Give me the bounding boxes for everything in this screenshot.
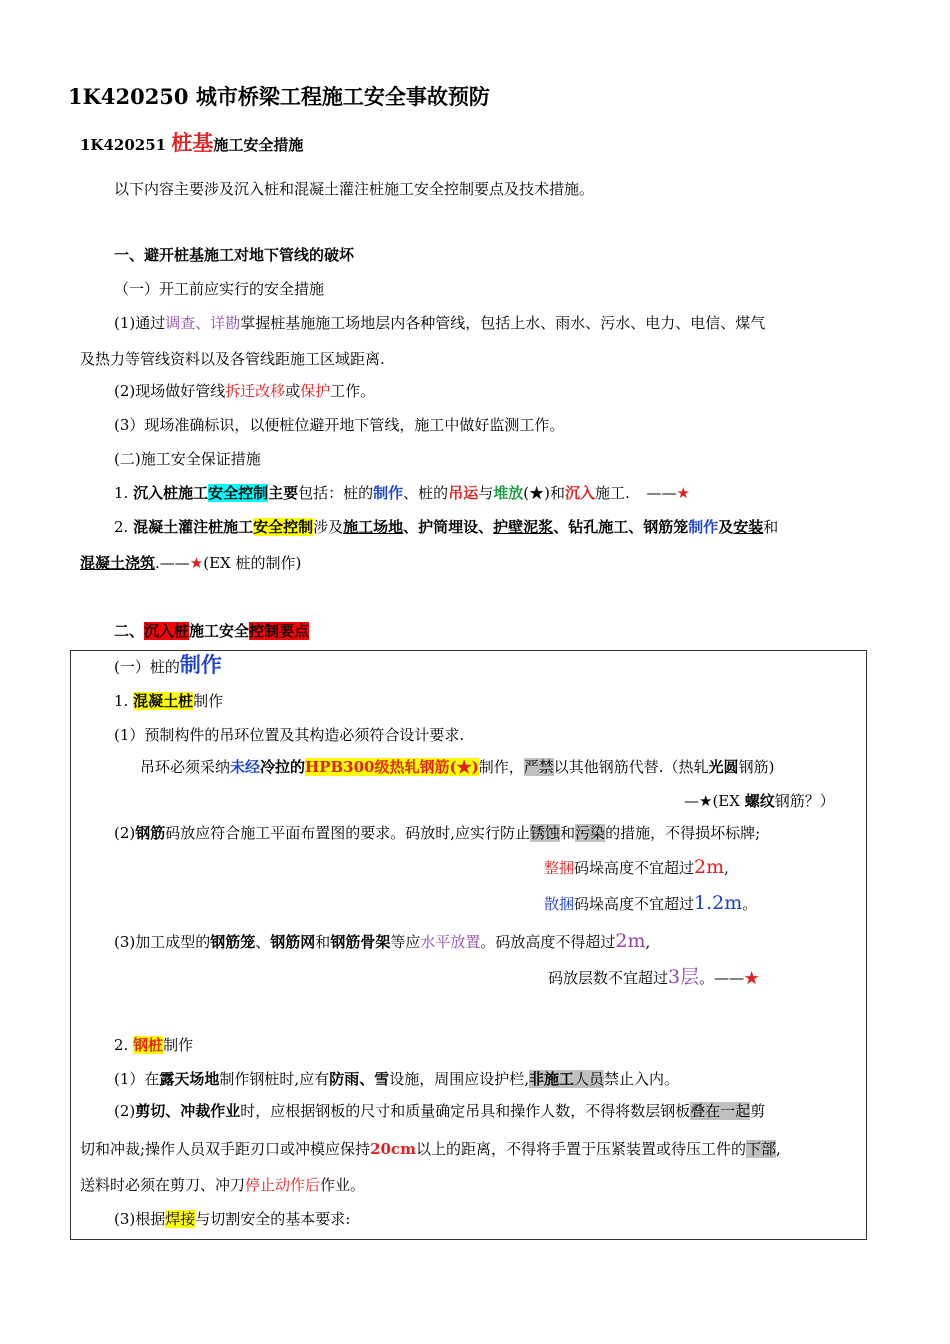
- text-bold: 主要: [268, 484, 299, 502]
- text: 切和冲裁;操作人员双手距刃口或冲模应保持: [80, 1140, 371, 1158]
- text: 和: [763, 518, 779, 536]
- text: (EX 桩的制作): [203, 554, 302, 572]
- text-underline: 护壁泥浆: [493, 518, 554, 536]
- s1-p5-line1: [114, 516, 778, 538]
- text: 等应: [390, 933, 421, 951]
- text-highlight: 保护: [300, 382, 331, 400]
- text: 包括：桩的: [298, 484, 374, 502]
- text-highlight: 严禁: [523, 758, 554, 776]
- text: 工作。: [330, 382, 376, 400]
- text: 码放应符合施工平面布置图的要求。码放时,应实行防止: [165, 824, 531, 842]
- text-highlight: 20cm: [370, 1140, 416, 1158]
- box-q2: [114, 822, 760, 844]
- box-sub1: [114, 654, 222, 678]
- text-bold: 光圆: [708, 758, 739, 776]
- text: 作业。: [320, 1176, 366, 1194]
- text: 送料时必须在剪刀、冲刀: [80, 1176, 246, 1194]
- text: 钢筋？）: [774, 792, 835, 810]
- s1-p2: [114, 380, 375, 402]
- text: (1）在: [114, 1070, 160, 1088]
- text: 制作钢桩时,应有: [219, 1070, 330, 1088]
- text: 禁止入内。: [604, 1070, 680, 1088]
- text: (2)现场做好管线: [114, 382, 226, 400]
- text: (3)加工成型的: [114, 933, 211, 951]
- text-bold: 沉入桩施工: [133, 484, 209, 502]
- text: 或: [285, 382, 301, 400]
- text: 与: [478, 484, 494, 502]
- text-highlight: 非施工: [529, 1070, 575, 1088]
- text: 吊环必须采纳: [140, 758, 231, 776]
- box-r2-line3: [80, 1174, 365, 1196]
- page-title: 1K420250 城市桥梁工程施工安全事故预防: [68, 84, 490, 109]
- text-bold: 剪切、冲裁作业: [135, 1102, 241, 1120]
- s1-p1-line2: 及热力等管线资料以及各管线距施工区域距离.: [80, 350, 385, 368]
- text: ,: [775, 1140, 781, 1158]
- text-highlight: 锈蚀: [530, 824, 561, 842]
- box-item1: [114, 690, 223, 712]
- text: (★)和: [523, 484, 565, 502]
- text-highlight: 制作: [373, 484, 404, 502]
- dash: —: [684, 792, 699, 810]
- text-highlight: 整捆: [544, 859, 575, 877]
- text-highlight: 堆放: [493, 484, 524, 502]
- box-r2-line1: [114, 1100, 765, 1122]
- text: 制作: [193, 692, 224, 710]
- text-highlight: 2m: [615, 930, 646, 952]
- s1-sub2: (二)施工安全保证措施: [114, 450, 261, 468]
- text: 与切割安全的基本要求:: [195, 1210, 351, 1228]
- dash: 。——: [699, 969, 745, 987]
- text: 。码放高度不得超过: [480, 933, 616, 951]
- text-highlight: 沉入: [564, 484, 595, 502]
- text-highlight: (★): [449, 758, 479, 776]
- subtitle-key: 桩基: [171, 130, 214, 155]
- box-r1: [114, 1068, 679, 1090]
- text-bold: 、护筒埋设、: [403, 518, 494, 536]
- text-bold: 及: [718, 518, 734, 536]
- text: 二、: [114, 622, 145, 640]
- item-number: 1.: [114, 692, 129, 710]
- star-icon: ★: [744, 969, 760, 987]
- text-highlight: 钢桩: [133, 1036, 164, 1054]
- text-underline: 混凝土浇筑: [80, 554, 156, 572]
- text: (一）桩的: [114, 658, 180, 676]
- text-highlight: 叠在一起: [690, 1102, 751, 1120]
- text-highlight: 制作: [688, 518, 719, 536]
- star-icon: ★: [189, 554, 204, 572]
- dash: ——: [646, 484, 677, 502]
- text: (EX: [712, 792, 745, 810]
- text: ,: [724, 859, 729, 877]
- s1-p1-line1: [114, 312, 765, 334]
- text-bold: 钢筋笼: [210, 933, 256, 951]
- text: 、: [255, 933, 271, 951]
- item-number: 2.: [114, 518, 129, 536]
- text: 施工.: [594, 484, 630, 502]
- text: 码垛高度不宜超过: [574, 859, 695, 877]
- text: 以上的距离，不得将手置于压紧装置或待压工件的: [415, 1140, 746, 1158]
- text: 制作: [163, 1036, 194, 1054]
- box-q3b: [548, 966, 759, 989]
- text: 施工安全: [189, 622, 250, 640]
- text-highlight: 级: [374, 758, 390, 776]
- text-highlight: HPB300: [305, 758, 375, 776]
- text: 码放层数不宜超过: [548, 969, 669, 987]
- item-number: 2.: [114, 1036, 129, 1054]
- text-highlight: 散捆: [544, 895, 575, 913]
- text: 码垛高度不宜超过: [574, 895, 695, 913]
- box-item2: [114, 1034, 193, 1056]
- star-icon: ★: [676, 484, 690, 502]
- text-highlight: 安全控制: [253, 518, 314, 536]
- text-underline: 安装: [733, 518, 764, 536]
- text-highlight: 焊接: [165, 1210, 196, 1228]
- text: 设施，周围应设护栏,: [389, 1070, 529, 1088]
- item-number: 1.: [114, 484, 129, 502]
- text-bold: 钢筋骨架: [330, 933, 391, 951]
- text: 、桩的: [403, 484, 449, 502]
- box-q1c: [684, 790, 835, 812]
- text-highlight: 制作: [179, 652, 222, 677]
- subtitle-code: 1K420251: [80, 136, 167, 154]
- text: 。: [742, 895, 758, 913]
- text: 和: [560, 824, 576, 842]
- text-highlight: 沉入桩: [144, 622, 190, 640]
- text: 钢筋): [738, 758, 775, 776]
- text-underline: 施工场地: [343, 518, 404, 536]
- text-bold: 防雨、雪: [329, 1070, 390, 1088]
- text: 时，应根据钢板的尺寸和质量确定吊具和操作人数，不得将数层钢板: [240, 1102, 691, 1120]
- text: (1)通过: [114, 314, 166, 332]
- text-highlight: 吊运: [448, 484, 479, 502]
- text-highlight: 调查、详勘: [165, 314, 241, 332]
- text-highlight: 未经: [230, 758, 261, 776]
- text-highlight: 下部: [745, 1140, 776, 1158]
- text-bold: 露天场地: [159, 1070, 220, 1088]
- text-highlight: 混凝土桩: [133, 692, 194, 710]
- text-highlight: 2m: [694, 856, 725, 878]
- text-highlight: 污染: [575, 824, 606, 842]
- text-highlight: 控制要点: [249, 622, 310, 640]
- box-r3: [114, 1208, 350, 1230]
- subtitle-rest: 施工安全措施: [213, 136, 304, 154]
- text: 以其他钢筋代替.（热轧: [553, 758, 709, 776]
- text-highlight: 1.2m: [694, 892, 743, 914]
- box-q2b: [544, 856, 729, 879]
- box-q2c: [544, 892, 757, 915]
- s1-p3: (3）现场准确标识，以便桩位避开地下管线，施工中做好监测工作。: [114, 416, 565, 434]
- box-q1b: [140, 756, 774, 778]
- text: 和: [315, 933, 331, 951]
- text-highlight: 3层: [668, 966, 700, 988]
- text: (3)根据: [114, 1210, 166, 1228]
- section-subtitle: [80, 132, 303, 156]
- text-bold: 、钻孔施工、钢筋笼: [553, 518, 689, 536]
- text-bold: 钢筋网: [270, 933, 316, 951]
- text: 涉及: [313, 518, 344, 536]
- text-highlight: 停止动作后: [245, 1176, 321, 1194]
- text-bold: 混凝土灌注桩施工: [133, 518, 254, 536]
- s2-heading: [114, 620, 309, 642]
- text-highlight: 安全控制: [208, 484, 269, 502]
- text: 的措施，不得损坏标牌;: [605, 824, 761, 842]
- s1-heading: 一、避开桩基施工对地下管线的破坏: [114, 246, 355, 264]
- box-q1: (1）预制构件的吊环位置及其构造必须符合设计要求.: [114, 726, 465, 744]
- text-highlight: 拆迁改移: [225, 382, 286, 400]
- s1-p4: [114, 482, 690, 504]
- star-icon: ★: [699, 792, 713, 810]
- text-bold: 冷拉的: [260, 758, 306, 776]
- text: 掌握桩基施施工场地层内各种管线，包括上水、雨水、污水、电力、电信、煤气: [240, 314, 766, 332]
- text-bold: 钢筋: [135, 824, 166, 842]
- text-highlight: 热轧钢筋: [389, 758, 450, 776]
- text: ,: [645, 933, 651, 951]
- s1-sub1: （一）开工前应实行的安全措施: [114, 280, 325, 298]
- dash: .——: [155, 554, 190, 572]
- text: 剪: [750, 1102, 766, 1120]
- text-highlight: 水平放置: [420, 933, 481, 951]
- box-r2-line2: [80, 1138, 781, 1160]
- text: (2): [114, 1102, 136, 1120]
- s1-p5-line2: [80, 552, 301, 574]
- text-bold: 螺纹: [744, 792, 775, 810]
- box-q3: [114, 930, 650, 953]
- text: 制作，: [478, 758, 524, 776]
- text: (2): [114, 824, 136, 842]
- intro-paragraph: 以下内容主要涉及沉入桩和混凝土灌注桩施工安全控制要点及技术措施。: [114, 180, 595, 198]
- text-highlight: 人员: [574, 1070, 605, 1088]
